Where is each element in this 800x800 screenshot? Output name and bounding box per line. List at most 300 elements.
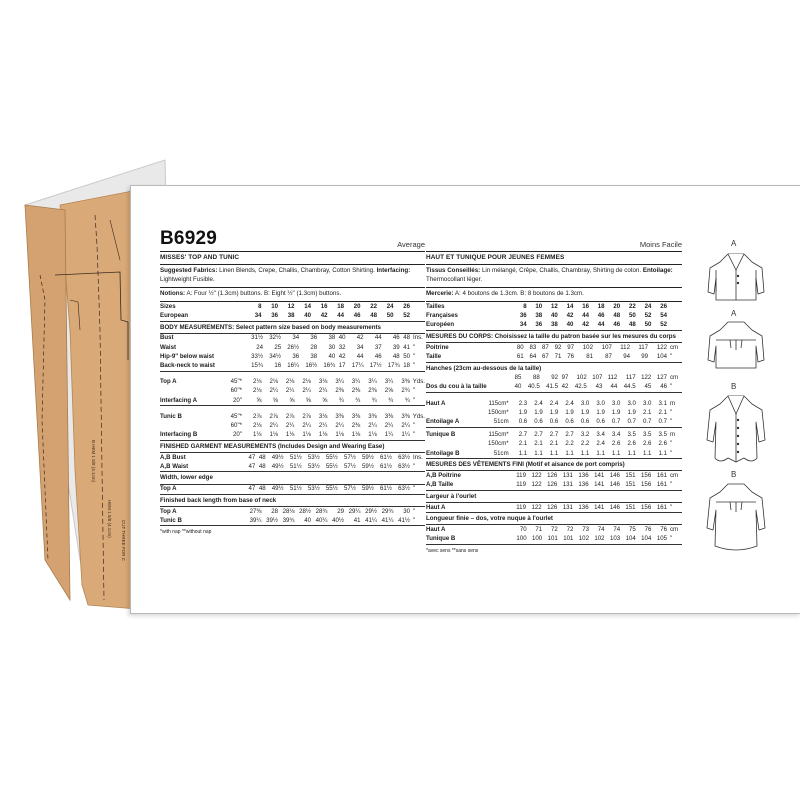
row-unit: " [412, 387, 415, 395]
table-cell: 28½ [299, 507, 311, 515]
table-cell: 72 [551, 525, 558, 533]
table-cell: 2.1 [518, 440, 528, 448]
table-cell: 3.0 [642, 399, 652, 407]
table-cell: ⅝ [245, 396, 261, 406]
table-cell: 3.0 [580, 399, 590, 407]
table-cell: 44 [356, 352, 364, 360]
en-finished-head: FINISHED GARMENT MEASUREMENTS (Includes Design and Wearing Ease) [160, 441, 425, 453]
table-cell: 52 [651, 321, 667, 331]
tissue-label-hem: HEM 1 5/8 (4.1cm) [107, 500, 112, 538]
fr-footnote: *avec sens **sans sens [426, 547, 479, 554]
row-label: Tunique B [426, 431, 456, 439]
table-cell: 59½ [356, 462, 374, 472]
table-cell: 83 [529, 343, 537, 351]
fr-back-table [426, 525, 682, 544]
table-cell: 1.1 [605, 449, 621, 459]
table-cell: 18 [597, 302, 605, 310]
table-cell: 101 [542, 535, 558, 545]
table-cell: 59½ [356, 485, 374, 495]
table-cell: 2¼ [335, 421, 344, 429]
table-cell: 0.6 [558, 417, 574, 427]
table-cell: 38 [542, 321, 558, 331]
table-row [426, 535, 682, 545]
table-cell: 126 [542, 481, 558, 491]
table-cell: 1.9 [627, 408, 636, 416]
table-cell: 2⅛ [302, 378, 311, 386]
table-cell: 104 [620, 535, 636, 545]
row-label [160, 421, 222, 430]
table-row [426, 471, 682, 480]
table-cell: 39¾ [278, 516, 295, 526]
table-cell: 63½ [392, 462, 410, 472]
table-cell: 72 [566, 525, 574, 533]
row-unit: " [410, 431, 425, 441]
table-cell: 3¼ [335, 378, 344, 386]
row-unit [667, 321, 682, 331]
table-cell: 1.1 [636, 449, 652, 459]
en-fabrics-label: Suggested Fabrics: [160, 267, 218, 275]
table-cell: 55½ [320, 485, 338, 495]
row-sublabel [488, 525, 511, 534]
table-row [426, 503, 682, 513]
table-cell: 75 [628, 525, 636, 533]
table-cell: 12 [287, 302, 295, 310]
table-cell: 40¼ [311, 516, 328, 526]
table-cell: 46 [344, 312, 361, 322]
table-cell: 2.4 [549, 399, 559, 407]
row-label: Tunic B [160, 516, 222, 526]
table-cell: 2.7 [518, 431, 528, 439]
en-interfacing-text: Lightweight Fusible. [160, 276, 215, 284]
en-body-head: BODY MEASUREMENTS: Select pattern size based on body measurements [160, 322, 425, 334]
table-cell: 151 [625, 471, 636, 479]
table-cell: 92 [554, 343, 562, 351]
row-sublabel: 115cm* [488, 431, 509, 439]
table-cell: 156 [641, 471, 652, 479]
table-cell: 2⅛ [285, 378, 295, 386]
row-sublabel [222, 334, 245, 343]
table-cell: 1.9 [549, 408, 559, 416]
table-row [426, 408, 682, 417]
table-cell: 131 [557, 481, 573, 491]
table-cell: 52 [644, 312, 652, 320]
table-cell: 24 [644, 302, 652, 310]
table-cell: 55½ [325, 453, 338, 461]
row-unit: m [670, 431, 676, 439]
table-cell: 97 [567, 343, 575, 351]
table-cell: 1⅛ [294, 431, 310, 441]
table-cell: 2⅛ [252, 378, 262, 386]
table-cell: 2⅞ [285, 412, 295, 420]
table-cell: 2.1 [642, 408, 652, 416]
table-cell: 122 [526, 503, 542, 513]
pattern-number: B6929 [160, 228, 217, 249]
table-cell: 119 [511, 503, 526, 513]
row-label [426, 374, 488, 383]
table-cell: 151 [620, 503, 636, 513]
table-cell: 41½ [394, 516, 411, 526]
table-cell: 97 [561, 374, 569, 382]
row-unit: " [413, 507, 416, 515]
row-label: Tunic B [160, 412, 182, 420]
table-cell: 55½ [320, 462, 338, 472]
row-unit: m [670, 399, 676, 407]
row-label: Entoilage A [426, 417, 488, 427]
row-sublabel: 60"* [230, 421, 242, 429]
fr-width-table [426, 503, 682, 513]
table-cell: ⅝ [311, 396, 327, 406]
table-cell: 104 [648, 352, 667, 362]
table-cell: 48 [255, 485, 265, 495]
row-unit [410, 302, 425, 311]
row-label: A,B Waist [160, 462, 222, 472]
table-cell: 88 [532, 374, 540, 382]
table-cell: 74 [613, 525, 621, 533]
table-cell: 126 [542, 503, 558, 513]
row-unit [667, 302, 682, 311]
table-row [160, 343, 425, 352]
table-cell: 39½ [262, 516, 279, 526]
table-cell: 48 [258, 453, 266, 461]
table-cell: 1.1 [589, 449, 605, 459]
table-cell: 2¼ [384, 421, 394, 429]
table-cell: 40 [338, 334, 346, 342]
row-unit: " [667, 503, 682, 513]
table-cell: 51½ [289, 453, 302, 461]
table-cell: 16¾ [317, 362, 335, 372]
table-cell: 1.9 [565, 408, 574, 416]
table-row [160, 387, 425, 396]
table-cell: 17¾ [382, 362, 400, 372]
row-sublabel [488, 374, 511, 383]
table-cell: 38 [535, 312, 543, 320]
row-sublabel: 20" [222, 431, 245, 441]
fr-fabrics-label: Tissus Conseillés: [426, 267, 481, 275]
fr-finished-head: MESURES DES VÊTEMENTS FINI (Motif et aisance de port compris) [426, 459, 682, 471]
table-cell: 61½ [374, 485, 392, 495]
en-footnote: *with nap **without nap [160, 529, 212, 536]
row-unit: cm [670, 343, 679, 351]
row-sublabel [488, 321, 511, 331]
table-cell: 2.4 [534, 399, 543, 407]
row-unit: " [413, 343, 416, 351]
table-cell: 36 [292, 352, 300, 360]
row-sublabel [488, 535, 511, 545]
table-cell: 76 [561, 352, 574, 362]
table-cell: 46 [392, 334, 400, 342]
figure-label-b-front: B [731, 382, 737, 391]
table-cell: 43 [587, 383, 603, 393]
table-cell: 0.6 [512, 417, 528, 427]
table-cell: 126 [547, 471, 558, 479]
table-cell: 136 [578, 471, 589, 479]
table-cell: 151 [620, 481, 636, 491]
table-cell: 40½ [328, 516, 345, 526]
row-unit: " [670, 408, 673, 416]
table-cell: 38 [310, 352, 318, 360]
table-cell: 141 [594, 471, 605, 479]
table-cell: 1⅛ [278, 431, 294, 441]
en-notions-text: A: Four ½" (1.3cm) buttons. B: Eight ½" (1.3cm) buttons. [186, 290, 342, 298]
en-interfacing-label: Interfacing: [376, 267, 411, 275]
table-cell: 2.6 [611, 440, 621, 448]
row-sublabel: 45"* [230, 412, 242, 420]
row-label: Dos du cou à la taille [426, 383, 488, 393]
table-cell: 50 [403, 352, 410, 360]
en-finished-table [160, 453, 425, 472]
table-cell: 3.5 [642, 431, 652, 439]
en-notions [160, 288, 425, 301]
table-cell: 41¼ [361, 516, 378, 526]
table-cell: 48 [255, 462, 265, 472]
table-row [426, 525, 682, 534]
table-cell: 22 [370, 302, 377, 310]
fr-header [426, 231, 682, 252]
table-cell: 41 [344, 516, 361, 526]
en-back-table [160, 507, 425, 526]
table-row [160, 312, 425, 322]
table-cell: 131 [557, 503, 573, 513]
row-sublabel [222, 362, 245, 372]
table-cell: 46 [374, 352, 382, 360]
row-label: Taille [426, 352, 488, 362]
table-cell: 1⅛ [360, 431, 376, 441]
table-cell: 3.0 [611, 399, 621, 407]
row-unit: " [667, 352, 682, 362]
table-cell: 3⅜ [335, 412, 344, 420]
table-cell: ¾ [393, 396, 410, 406]
row-label: Haut A [426, 525, 446, 533]
table-cell: 2¼ [368, 421, 377, 429]
row-sublabel: 150cm* [488, 440, 509, 448]
row-label: Européen [426, 321, 488, 331]
table-cell: 10 [271, 302, 278, 310]
table-cell: 127 [656, 374, 667, 382]
table-cell: 2.7 [549, 431, 559, 439]
figure-label-a-front: A [731, 239, 737, 248]
table-cell: 76 [644, 525, 652, 533]
row-label: Bust [160, 334, 174, 342]
row-label: European [160, 312, 222, 322]
table-cell: 100 [527, 535, 543, 545]
table-cell: 119 [511, 481, 526, 491]
table-cell: 47 [245, 485, 255, 495]
row-unit [410, 312, 425, 322]
table-cell: 40.5 [521, 383, 539, 393]
table-cell: 122 [641, 374, 652, 382]
fr-fabrics-text: Lin mélangé, Crêpe, Challis, Chambray, Shirting de coton. [481, 267, 642, 275]
table-cell: ¾ [327, 396, 343, 406]
table-cell: 34 [356, 343, 364, 351]
table-cell: 2.3 [518, 399, 528, 407]
en-header [160, 228, 425, 252]
table-cell: 102 [582, 343, 593, 351]
table-cell: ¾ [360, 396, 376, 406]
table-cell: ¾ [377, 396, 393, 406]
table-cell: 81 [574, 352, 593, 362]
table-cell: 99 [630, 352, 648, 362]
fr-notions [426, 288, 682, 301]
table-cell: 10 [535, 302, 543, 310]
table-cell: 0.7 [636, 417, 652, 427]
table-cell: 2.6 [658, 440, 667, 448]
table-cell: 161 [651, 481, 667, 491]
table-cell: 8 [523, 302, 527, 310]
table-cell: 146 [609, 471, 620, 479]
row-sublabel: 51cm [488, 449, 512, 459]
table-cell: 71 [535, 525, 543, 533]
table-cell: 3.2 [580, 431, 590, 439]
row-unit: Yds. [412, 412, 425, 420]
table-cell: 103 [605, 535, 621, 545]
table-cell: 85 [514, 374, 522, 382]
table-cell: 1.1 [527, 449, 543, 459]
table-cell: 18 [400, 362, 410, 372]
table-cell: 37 [374, 343, 382, 351]
table-row [160, 462, 425, 472]
table-cell: 17½ [364, 362, 382, 372]
table-cell: 8 [258, 302, 262, 310]
en-fabrics [160, 265, 425, 287]
table-cell: 29 [337, 507, 344, 515]
table-cell: 40 [511, 383, 521, 393]
table-cell: 47 [248, 453, 256, 461]
row-label: Françaises [426, 312, 458, 320]
row-sublabel [222, 453, 245, 462]
table-cell: 48 [620, 321, 636, 331]
table-cell: 16 [263, 362, 281, 372]
table-cell: 87 [593, 352, 612, 362]
table-cell: 3.1 [658, 399, 667, 407]
table-cell: 94 [612, 352, 630, 362]
tissue-label-hem-b: B HEM 1 5/8 (4.1cm) [91, 440, 96, 483]
table-cell: 28 [310, 343, 318, 351]
table-cell: 34 [511, 321, 527, 331]
table-cell: 2¼ [401, 421, 410, 429]
row-unit: " [670, 440, 673, 448]
table-row [160, 485, 425, 495]
fr-interfacing-label: Entoilage: [642, 267, 673, 275]
table-cell: 1⅛ [344, 431, 360, 441]
table-cell: 2⅛ [269, 378, 278, 386]
row-unit: " [667, 383, 682, 393]
table-cell: 3⅜ [401, 412, 410, 420]
table-cell: 34½ [269, 352, 282, 360]
table-row [426, 481, 682, 491]
table-cell: 1⅛ [245, 431, 261, 441]
fr-garment-title: HAUT ET TUNIQUE POUR JEUNES FEMMES [426, 252, 682, 265]
table-cell: 54 [660, 312, 667, 320]
table-cell: 2⅞ [302, 412, 311, 420]
table-cell: 122 [656, 343, 667, 351]
fr-interfacing-text: Thermocollant léger. [426, 276, 483, 284]
table-cell: 48 [392, 352, 400, 360]
table-cell: 141 [589, 481, 605, 491]
figure-label-b-back: B [731, 470, 737, 479]
table-cell: 0.6 [543, 417, 559, 427]
table-row [426, 417, 682, 427]
table-row [160, 516, 425, 526]
table-cell: 2⅝ [384, 387, 394, 395]
table-cell: 1¼ [377, 431, 393, 441]
table-cell: 30 [403, 507, 410, 515]
table-cell: 80 [516, 343, 524, 351]
table-cell: 32½ [269, 334, 282, 342]
table-cell: 100 [511, 535, 527, 545]
table-cell: 28 [271, 507, 278, 515]
row-unit: " [410, 362, 425, 372]
table-cell: ¾ [344, 396, 360, 406]
table-row [160, 334, 425, 343]
table-cell: 122 [526, 481, 542, 491]
row-sublabel [488, 481, 511, 491]
row-label: Back-neck to waist [160, 362, 222, 372]
table-cell: 2.1 [534, 440, 543, 448]
table-cell: 39¼ [245, 516, 262, 526]
table-row [160, 352, 425, 361]
table-cell: 70 [519, 525, 527, 533]
table-cell: 102 [589, 535, 605, 545]
french-column [426, 231, 682, 554]
row-sublabel [222, 462, 245, 472]
table-cell: 42 [356, 334, 364, 342]
table-cell: 71 [549, 352, 562, 362]
fr-sizes-table [426, 302, 682, 331]
row-label: Top A [160, 507, 177, 515]
row-label: Tailles [426, 302, 445, 310]
row-label: A,B Taille [426, 481, 488, 491]
table-cell: 31½ [251, 334, 264, 342]
row-label: A,B Bust [160, 453, 186, 461]
row-unit: " [412, 421, 415, 429]
table-cell: 112 [620, 343, 630, 351]
row-label: Interfacing B [160, 431, 222, 441]
table-cell: ⅝ [278, 396, 294, 406]
table-cell: 52 [394, 312, 411, 322]
en-width-table [160, 485, 425, 495]
table-cell: 26½ [287, 343, 300, 351]
table-cell: 61½ [374, 462, 392, 472]
table-cell: 2¼ [285, 387, 295, 395]
table-cell: 3⅛ [318, 378, 328, 386]
row-unit: " [413, 352, 416, 360]
row-unit: " [667, 449, 682, 459]
row-unit: cm [670, 374, 679, 382]
tissue-label-cut: CUT THREE FOR C [121, 520, 126, 561]
table-cell: 49½ [266, 462, 284, 472]
row-sublabel: 45"* [230, 378, 242, 386]
table-cell: 50 [377, 312, 394, 322]
table-cell: 34 [245, 312, 262, 322]
table-cell: 61½ [380, 453, 392, 461]
table-cell: 74 [597, 525, 605, 533]
row-label: Sizes [160, 302, 176, 310]
row-label: Top A [160, 378, 177, 386]
en-notions-label: Notions: [160, 290, 186, 298]
table-cell: 40 [295, 312, 312, 322]
table-cell: 141 [589, 503, 605, 513]
table-cell: 41¼ [377, 516, 394, 526]
table-cell: 2¼ [269, 421, 278, 429]
table-cell: ⅝ [261, 396, 277, 406]
table-cell: 24 [386, 302, 394, 310]
table-cell: 14 [566, 302, 574, 310]
table-cell: 0.7 [620, 417, 636, 427]
table-cell: 2⅜ [368, 387, 377, 395]
table-cell: 29½ [365, 507, 377, 515]
table-cell: 48 [613, 312, 621, 320]
table-cell: 24 [256, 343, 264, 351]
